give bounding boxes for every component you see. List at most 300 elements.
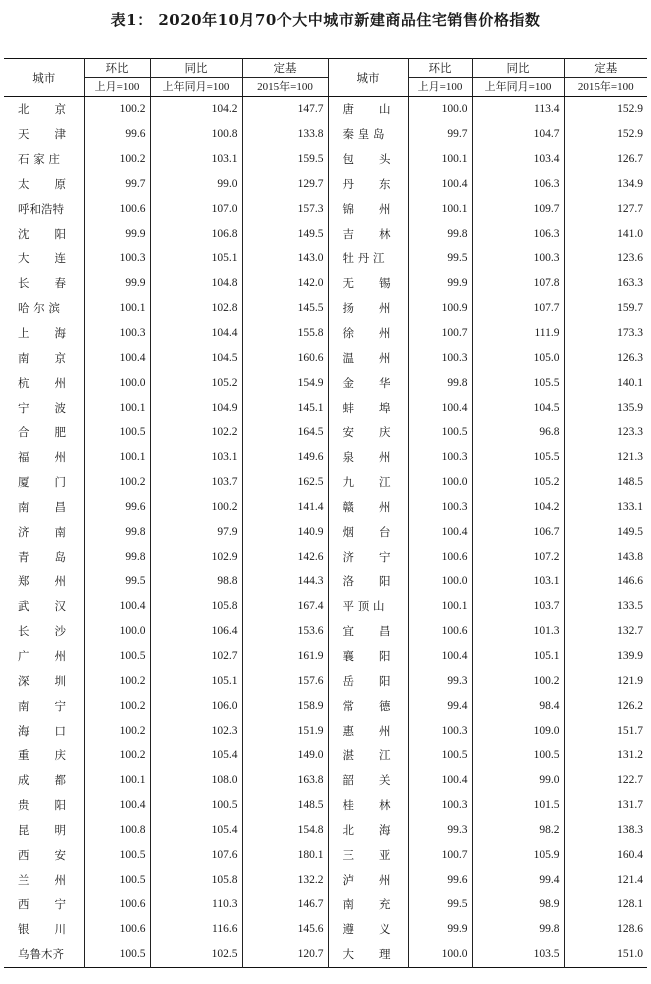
city-label: 南宁 — [18, 698, 66, 713]
fixed-value-left: 154.8 — [242, 817, 328, 842]
fixed-value-right: 159.7 — [617, 302, 643, 315]
fixed-value-right: 149.5 — [617, 525, 643, 538]
yoy-value-right: 103.4 — [472, 147, 564, 172]
yoy-value-left: 106.4 — [150, 619, 242, 644]
yoy-value-left: 105.8 — [150, 594, 242, 619]
yoy-value-left: 110.3 — [150, 892, 242, 917]
fixed-value-right: 121.3 — [617, 451, 643, 464]
header-yoy-base-left: 上年同月=100 — [150, 78, 242, 97]
city-label: 吉林 — [342, 226, 391, 241]
city-name-left — [4, 768, 84, 793]
mom-value-right: 100.4 — [408, 644, 472, 669]
table-row — [4, 917, 647, 942]
table-row — [4, 693, 647, 718]
city-name-right — [328, 867, 408, 892]
yoy-value-left: 104.4 — [150, 321, 242, 346]
city-label: 成都 — [18, 773, 66, 788]
yoy-value-left: 103.1 — [150, 445, 242, 470]
city-label: 宜昌 — [342, 624, 391, 639]
city-label: 石家庄 — [18, 152, 60, 167]
yoy-value-left: 104.8 — [150, 271, 242, 296]
city-label: 秦皇岛 — [342, 127, 385, 142]
mom-value-right: 99.3 — [408, 817, 472, 842]
city-label: 武汉 — [18, 599, 66, 614]
mom-value-right: 100.6 — [408, 544, 472, 569]
city-name-right — [328, 321, 408, 346]
yoy-value-left: 102.7 — [150, 644, 242, 669]
city-label: 洛阳 — [342, 574, 391, 589]
city-label: 烟台 — [342, 524, 391, 539]
yoy-value-right: 105.5 — [472, 445, 564, 470]
fixed-value-right: 135.9 — [617, 401, 643, 414]
yoy-value-right: 105.9 — [472, 842, 564, 867]
yoy-value-right: 107.2 — [472, 544, 564, 569]
mom-value-right: 100.0 — [408, 470, 472, 495]
mom-value-right: 100.4 — [408, 395, 472, 420]
fixed-value-left: 120.7 — [242, 942, 328, 967]
mom-value-right: 99.5 — [408, 246, 472, 271]
yoy-value-left: 105.1 — [150, 246, 242, 271]
fixed-value-left: 145.6 — [242, 917, 328, 942]
mom-value-left: 100.5 — [84, 867, 150, 892]
mom-value-right: 99.3 — [408, 668, 472, 693]
mom-value-right: 100.9 — [408, 296, 472, 321]
yoy-value-right: 103.7 — [472, 594, 564, 619]
table-row — [4, 817, 647, 842]
city-name-left — [4, 743, 84, 768]
mom-value-right: 100.4 — [408, 768, 472, 793]
table-row — [4, 668, 647, 693]
city-name-right — [328, 246, 408, 271]
city-label: 惠州 — [342, 723, 391, 738]
fixed-value-left: 148.5 — [242, 793, 328, 818]
city-name-left — [4, 892, 84, 917]
city-label: 海口 — [18, 723, 66, 738]
yoy-value-left: 108.0 — [150, 768, 242, 793]
yoy-value-right: 99.8 — [472, 917, 564, 942]
yoy-value-left: 106.8 — [150, 221, 242, 246]
fixed-value-left: 129.7 — [242, 172, 328, 197]
city-label: 银川 — [18, 922, 66, 937]
city-label: 三亚 — [342, 847, 391, 862]
table-row — [4, 867, 647, 892]
table-row — [4, 768, 647, 793]
fixed-value-right: 126.7 — [617, 153, 643, 166]
mom-value-right: 99.9 — [408, 917, 472, 942]
yoy-value-right: 103.1 — [472, 569, 564, 594]
city-name-right — [328, 817, 408, 842]
yoy-value-right: 107.8 — [472, 271, 564, 296]
city-name-left — [4, 569, 84, 594]
city-label: 长沙 — [18, 624, 66, 639]
table-row — [4, 644, 647, 669]
yoy-value-left: 97.9 — [150, 519, 242, 544]
fixed-value-right: 131.2 — [617, 749, 643, 762]
mom-value-left: 100.6 — [84, 917, 150, 942]
yoy-value-left: 102.3 — [150, 718, 242, 743]
mom-value-left: 100.5 — [84, 942, 150, 967]
city-name-left — [4, 296, 84, 321]
fixed-value-left: 149.5 — [242, 221, 328, 246]
city-name-left — [4, 321, 84, 346]
table-row — [4, 246, 647, 271]
mom-value-left: 100.2 — [84, 668, 150, 693]
city-name-right — [328, 569, 408, 594]
header-fixed-base-left: 2015年=100 — [242, 78, 328, 97]
city-label: 合肥 — [18, 425, 66, 440]
city-name-left — [4, 395, 84, 420]
table-row — [4, 519, 647, 544]
fixed-value-right: 148.5 — [617, 476, 643, 489]
mom-value-left: 100.1 — [84, 395, 150, 420]
city-label: 上海 — [18, 326, 66, 341]
city-name-left — [4, 271, 84, 296]
header-fixed-right: 定基 — [564, 59, 647, 78]
yoy-value-left: 116.6 — [150, 917, 242, 942]
fixed-value-right: 128.1 — [617, 898, 643, 911]
yoy-value-left: 105.8 — [150, 867, 242, 892]
table-row — [4, 395, 647, 420]
yoy-value-left: 104.5 — [150, 345, 242, 370]
yoy-value-right: 100.2 — [472, 668, 564, 693]
table-row — [4, 221, 647, 246]
city-name-right — [328, 196, 408, 221]
table-row — [4, 718, 647, 743]
mom-value-left: 100.2 — [84, 97, 150, 122]
city-name-left — [4, 246, 84, 271]
table-row — [4, 370, 647, 395]
city-name-right — [328, 718, 408, 743]
city-label: 无锡 — [342, 276, 391, 291]
fixed-value-left: 146.7 — [242, 892, 328, 917]
city-label: 宁波 — [18, 400, 66, 415]
city-label: 广州 — [18, 648, 66, 663]
city-name-left — [4, 693, 84, 718]
fixed-value-right: 121.4 — [617, 873, 643, 886]
yoy-value-right: 98.2 — [472, 817, 564, 842]
header-fixed-base-right: 2015年=100 — [564, 78, 647, 97]
yoy-value-right: 101.5 — [472, 793, 564, 818]
fixed-value-left: 153.6 — [242, 619, 328, 644]
yoy-value-left: 105.4 — [150, 743, 242, 768]
city-label: 西安 — [18, 847, 66, 862]
city-label: 温州 — [342, 350, 391, 365]
price-index-table — [4, 58, 647, 968]
city-label: 桂林 — [342, 798, 391, 813]
city-name-right — [328, 942, 408, 967]
city-name-right — [328, 296, 408, 321]
fixed-value-right: 133.5 — [617, 600, 643, 613]
yoy-value-left: 105.2 — [150, 370, 242, 395]
mom-value-right: 100.7 — [408, 321, 472, 346]
mom-value-right: 100.1 — [408, 594, 472, 619]
table-row — [4, 271, 647, 296]
city-label: 泸州 — [342, 872, 391, 887]
header-yoy-base-right: 上年同月=100 — [472, 78, 564, 97]
header-mom-left: 环比 — [84, 59, 150, 78]
city-label: 重庆 — [18, 748, 66, 763]
city-name-right — [328, 395, 408, 420]
table-row — [4, 321, 647, 346]
fixed-value-right: 127.7 — [617, 202, 643, 215]
fixed-value-left: 154.9 — [242, 370, 328, 395]
table-row — [4, 619, 647, 644]
city-name-left — [4, 544, 84, 569]
fixed-value-left: 141.4 — [242, 495, 328, 520]
fixed-value-right: 173.3 — [617, 327, 643, 340]
table-row — [4, 892, 647, 917]
table-row — [4, 842, 647, 867]
mom-value-right: 100.3 — [408, 718, 472, 743]
city-name-right — [328, 370, 408, 395]
city-label: 青岛 — [18, 549, 66, 564]
fixed-value-left: 155.8 — [242, 321, 328, 346]
fixed-value-right: 132.7 — [617, 625, 643, 638]
mom-value-right: 100.0 — [408, 942, 472, 967]
header-mom-right: 环比 — [408, 59, 472, 78]
yoy-value-right: 113.4 — [472, 97, 564, 122]
table-row — [4, 147, 647, 172]
fixed-value-left: 159.5 — [242, 147, 328, 172]
yoy-value-right: 100.3 — [472, 246, 564, 271]
mom-value-right: 100.3 — [408, 445, 472, 470]
mom-value-left: 100.0 — [84, 619, 150, 644]
mom-value-left: 100.6 — [84, 196, 150, 221]
fixed-value-left: 132.2 — [242, 867, 328, 892]
city-name-right — [328, 345, 408, 370]
fixed-value-right: 141.0 — [617, 227, 643, 240]
city-name-left — [4, 470, 84, 495]
table-row — [4, 196, 647, 221]
yoy-value-left: 102.8 — [150, 296, 242, 321]
yoy-value-right: 101.3 — [472, 619, 564, 644]
yoy-value-left: 104.2 — [150, 97, 242, 122]
yoy-value-left: 100.5 — [150, 793, 242, 818]
mom-value-right: 100.7 — [408, 842, 472, 867]
fixed-value-left: 160.6 — [242, 345, 328, 370]
yoy-value-right: 106.7 — [472, 519, 564, 544]
city-label: 牡丹江 — [342, 251, 385, 266]
city-label: 包头 — [342, 152, 391, 167]
table-row — [4, 495, 647, 520]
city-label: 九江 — [342, 475, 391, 490]
table-row — [4, 122, 647, 147]
city-name-left — [4, 594, 84, 619]
fixed-value-left: 140.9 — [242, 519, 328, 544]
city-label: 呼和浩特 — [18, 201, 64, 216]
city-name-left — [4, 172, 84, 197]
yoy-value-right: 99.4 — [472, 867, 564, 892]
city-name-left — [4, 519, 84, 544]
city-name-right — [328, 470, 408, 495]
yoy-value-right: 98.4 — [472, 693, 564, 718]
fixed-value-left: 167.4 — [242, 594, 328, 619]
city-name-left — [4, 668, 84, 693]
mom-value-right: 100.5 — [408, 420, 472, 445]
header-mom-base-right: 上月=100 — [408, 78, 472, 97]
mom-value-right: 100.3 — [408, 495, 472, 520]
city-name-right — [328, 892, 408, 917]
mom-value-left: 99.6 — [84, 495, 150, 520]
mom-value-right: 100.0 — [408, 97, 472, 122]
mom-value-left: 99.5 — [84, 569, 150, 594]
header-yoy-left: 同比 — [150, 59, 242, 78]
city-name-right — [328, 842, 408, 867]
city-label: 厦门 — [18, 475, 66, 490]
fixed-value-left: 157.3 — [242, 196, 328, 221]
table-row — [4, 420, 647, 445]
mom-value-left: 100.5 — [84, 842, 150, 867]
city-label: 杭州 — [18, 375, 66, 390]
table-row — [4, 97, 647, 122]
yoy-value-left: 100.2 — [150, 495, 242, 520]
city-name-right — [328, 644, 408, 669]
mom-value-left: 100.4 — [84, 793, 150, 818]
table-row — [4, 470, 647, 495]
city-label: 锦州 — [342, 201, 391, 216]
mom-value-left: 100.5 — [84, 644, 150, 669]
fixed-value-left: 180.1 — [242, 842, 328, 867]
mom-value-right: 99.5 — [408, 892, 472, 917]
mom-value-left: 100.0 — [84, 370, 150, 395]
yoy-value-left: 103.1 — [150, 147, 242, 172]
city-name-right — [328, 793, 408, 818]
city-name-left — [4, 122, 84, 147]
fixed-value-left: 133.8 — [242, 122, 328, 147]
header-mom-base-left: 上月=100 — [84, 78, 150, 97]
yoy-value-left: 105.1 — [150, 668, 242, 693]
mom-value-right: 99.9 — [408, 271, 472, 296]
city-label: 深圳 — [18, 673, 66, 688]
city-label: 蚌埠 — [342, 400, 391, 415]
city-name-left — [4, 619, 84, 644]
city-label: 天津 — [18, 127, 66, 142]
yoy-value-left: 102.2 — [150, 420, 242, 445]
mom-value-left: 100.2 — [84, 470, 150, 495]
yoy-value-right: 99.0 — [472, 768, 564, 793]
mom-value-left: 99.9 — [84, 271, 150, 296]
fixed-value-right: 151.7 — [617, 724, 643, 737]
yoy-value-left: 102.9 — [150, 544, 242, 569]
fixed-value-right: 133.1 — [617, 500, 643, 513]
fixed-value-left: 149.0 — [242, 743, 328, 768]
city-label: 南京 — [18, 350, 66, 365]
city-label: 常德 — [342, 698, 391, 713]
table-row — [4, 594, 647, 619]
fixed-value-right: 128.6 — [617, 923, 643, 936]
fixed-value-right: 146.6 — [617, 575, 643, 588]
city-label: 哈尔滨 — [18, 301, 60, 316]
mom-value-right: 99.8 — [408, 221, 472, 246]
table-row — [4, 445, 647, 470]
mom-value-right: 100.6 — [408, 619, 472, 644]
header-fixed-left: 定基 — [242, 59, 328, 78]
yoy-value-right: 104.5 — [472, 395, 564, 420]
city-label: 贵阳 — [18, 798, 66, 813]
city-label: 北海 — [342, 822, 391, 837]
yoy-value-right: 98.9 — [472, 892, 564, 917]
fixed-value-left: 142.0 — [242, 271, 328, 296]
fixed-value-right: 160.4 — [617, 848, 643, 861]
mom-value-right: 99.6 — [408, 867, 472, 892]
mom-value-left: 100.1 — [84, 445, 150, 470]
yoy-value-right: 105.5 — [472, 370, 564, 395]
city-name-left — [4, 370, 84, 395]
fixed-value-left: 145.1 — [242, 395, 328, 420]
city-label: 沈阳 — [18, 226, 66, 241]
fixed-value-left: 143.0 — [242, 246, 328, 271]
yoy-value-right: 103.5 — [472, 942, 564, 967]
city-label: 丹东 — [342, 176, 391, 191]
table-row — [4, 743, 647, 768]
yoy-value-right: 105.1 — [472, 644, 564, 669]
table-row — [4, 296, 647, 321]
mom-value-right: 100.5 — [408, 743, 472, 768]
city-label: 兰州 — [18, 872, 66, 887]
city-name-right — [328, 97, 408, 122]
mom-value-left: 100.4 — [84, 345, 150, 370]
yoy-value-right: 104.2 — [472, 495, 564, 520]
fixed-value-right: 163.3 — [617, 277, 643, 290]
table-title: 表1： 2020年10月70个大中城市新建商品住宅销售价格指数 — [110, 11, 541, 29]
city-name-left — [4, 817, 84, 842]
table-row — [4, 544, 647, 569]
city-label: 西宁 — [18, 897, 66, 912]
header-city-right: 城市 — [328, 59, 408, 97]
fixed-value-right: 134.9 — [617, 177, 643, 190]
mom-value-left: 100.2 — [84, 693, 150, 718]
city-name-left — [4, 445, 84, 470]
yoy-value-right: 105.0 — [472, 345, 564, 370]
city-name-left — [4, 867, 84, 892]
city-name-right — [328, 122, 408, 147]
city-label: 扬州 — [342, 301, 391, 316]
yoy-value-right: 107.7 — [472, 296, 564, 321]
yoy-value-left: 107.0 — [150, 196, 242, 221]
fixed-value-right: 152.9 — [617, 128, 643, 141]
fixed-value-left: 162.5 — [242, 470, 328, 495]
mom-value-left: 99.8 — [84, 519, 150, 544]
city-label: 郑州 — [18, 574, 66, 589]
city-label: 徐州 — [342, 326, 391, 341]
city-label: 南昌 — [18, 499, 66, 514]
city-name-right — [328, 271, 408, 296]
yoy-value-left: 100.8 — [150, 122, 242, 147]
table-row — [4, 172, 647, 197]
city-name-left — [4, 718, 84, 743]
mom-value-right: 100.3 — [408, 793, 472, 818]
city-name-left — [4, 345, 84, 370]
city-name-left — [4, 842, 84, 867]
mom-value-left: 100.2 — [84, 147, 150, 172]
mom-value-left: 100.2 — [84, 743, 150, 768]
city-name-left — [4, 147, 84, 172]
city-label: 泉州 — [342, 450, 391, 465]
city-name-right — [328, 594, 408, 619]
city-name-right — [328, 519, 408, 544]
city-name-right — [328, 420, 408, 445]
city-label: 太原 — [18, 176, 66, 191]
city-name-left — [4, 495, 84, 520]
fixed-value-left: 161.9 — [242, 644, 328, 669]
mom-value-left: 100.3 — [84, 321, 150, 346]
table-body — [4, 97, 647, 968]
city-name-left — [4, 97, 84, 122]
city-name-left — [4, 644, 84, 669]
fixed-value-right: 143.8 — [617, 550, 643, 563]
header-yoy-right: 同比 — [472, 59, 564, 78]
mom-value-left: 99.8 — [84, 544, 150, 569]
